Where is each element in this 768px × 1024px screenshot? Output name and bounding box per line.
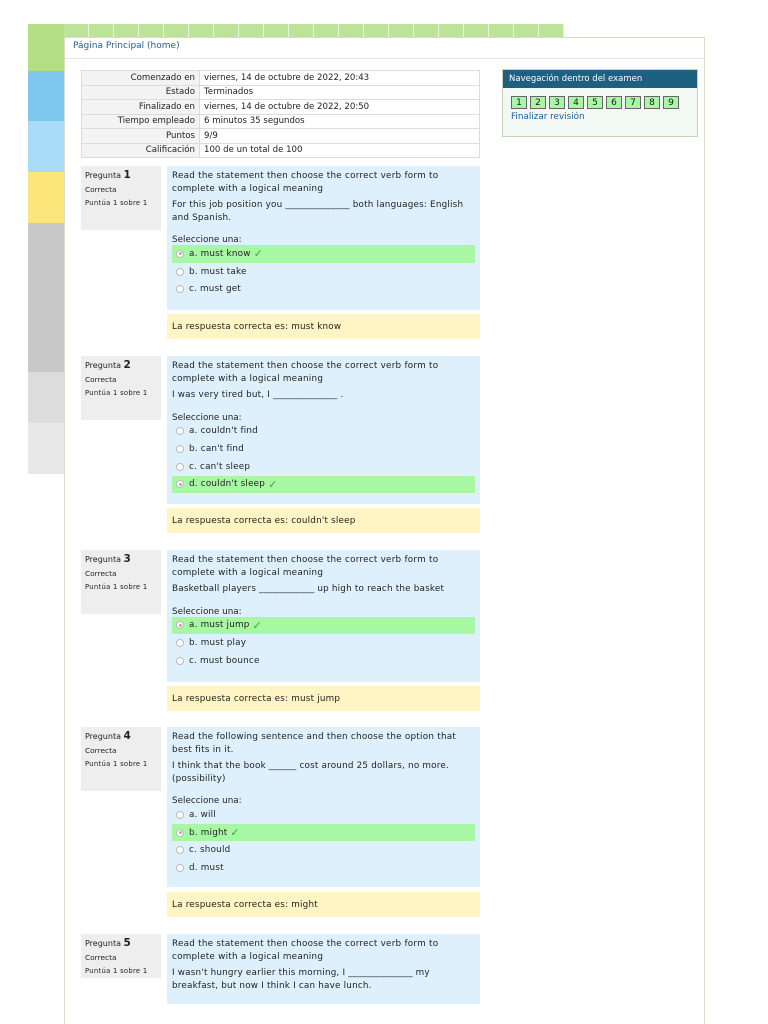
decorative-side-stripes <box>28 24 64 474</box>
decorative-top-stripe <box>64 24 564 38</box>
option-b[interactable]: b. can't find <box>172 440 475 458</box>
question-body-4 <box>167 727 480 887</box>
question-body-5 <box>167 934 480 1004</box>
option-a[interactable]: a. must jump ✓ <box>172 617 475 635</box>
header-divider <box>65 58 704 59</box>
nav-button-2[interactable]: 2 <box>530 96 546 109</box>
summary-value: 100 de un total de 100 <box>200 143 480 158</box>
radio-icon <box>176 864 184 872</box>
check-icon: ✓ <box>268 477 278 491</box>
nav-button-8[interactable]: 8 <box>644 96 660 109</box>
question-status: Correcta <box>85 746 117 755</box>
summary-label: Estado <box>82 85 200 100</box>
question-sentence: For this job position you ______________ both languages: English and Spanish. <box>172 200 464 223</box>
correct-answer-3: La respuesta correcta es: must jump <box>167 686 480 711</box>
correct-answer-1: La respuesta correcta es: must know <box>167 314 480 339</box>
option-c[interactable]: c. should <box>172 841 475 859</box>
question-info-4 <box>81 727 161 791</box>
question-status: Correcta <box>85 953 117 962</box>
question-status: Correcta <box>85 185 117 194</box>
question-nav-buttons <box>503 88 697 109</box>
question-sentence: I think that the book ______ cost around 25 dollars, no more. (possibility) <box>172 761 449 784</box>
radio-selected-icon <box>176 250 184 258</box>
option-b[interactable]: b. must play <box>172 634 475 652</box>
summary-label: Finalizado en <box>82 100 200 115</box>
select-one-label: Seleccione una: <box>172 606 242 617</box>
option-b[interactable]: b. might ✓ <box>172 824 475 842</box>
check-icon: ✓ <box>253 247 264 261</box>
question-number: Pregunta 3 <box>85 553 131 565</box>
option-c[interactable]: c. can't sleep <box>172 458 475 476</box>
summary-label: Comenzado en <box>82 71 200 86</box>
radio-icon <box>176 657 184 665</box>
question-text: Read the statement then choose the correct verb form to complete with a logical meaning <box>172 555 439 578</box>
summary-value: 9/9 <box>200 129 480 144</box>
question-text: Read the statement then choose the correct verb form to complete with a logical meaning <box>172 361 439 384</box>
radio-selected-icon <box>176 480 184 488</box>
question-body-3 <box>167 550 480 682</box>
nav-button-1[interactable]: 1 <box>511 96 527 109</box>
question-sentence: I was very tired but, I ______________ . <box>172 390 344 400</box>
summary-label: Calificación <box>82 143 200 158</box>
correct-answer-2: La respuesta correcta es: couldn't sleep <box>167 508 480 533</box>
radio-icon <box>176 268 184 276</box>
finish-review-link[interactable]: Finalizar revisión <box>511 112 585 122</box>
option-a[interactable]: a. couldn't find <box>172 423 475 441</box>
question-sentence: I wasn't hungry earlier this morning, I ______________ my breakfast, but now I think I can have lunch. <box>172 968 430 991</box>
summary-row <box>82 85 480 100</box>
correct-answer-4: La respuesta correcta es: might <box>167 892 480 917</box>
summary-row <box>82 129 480 144</box>
option-a[interactable]: a. must know ✓ <box>172 245 475 263</box>
summary-value: 6 minutos 35 segundos <box>200 114 480 129</box>
radio-icon <box>176 811 184 819</box>
option-a[interactable]: a. will <box>172 806 475 824</box>
summary-value: viernes, 14 de octubre de 2022, 20:50 <box>200 100 480 115</box>
question-text: Read the statement then choose the correct verb form to complete with a logical meaning <box>172 171 439 194</box>
question-text: Read the statement then choose the correct verb form to complete with a logical meaning <box>172 939 439 962</box>
question-body-2 <box>167 356 480 504</box>
quiz-review-page <box>64 37 705 1024</box>
radio-icon <box>176 427 184 435</box>
summary-value: Terminados <box>200 85 480 100</box>
question-body-1 <box>167 166 480 310</box>
radio-icon <box>176 445 184 453</box>
summary-label: Tiempo empleado <box>82 114 200 129</box>
nav-button-5[interactable]: 5 <box>587 96 603 109</box>
radio-icon <box>176 846 184 854</box>
option-b[interactable]: b. must take <box>172 263 475 281</box>
breadcrumb-home-link[interactable]: Página Principal (home) <box>73 41 180 51</box>
check-icon: ✓ <box>252 618 262 632</box>
summary-row <box>82 114 480 129</box>
question-points: Puntúa 1 sobre 1 <box>85 583 148 591</box>
radio-icon <box>176 463 184 471</box>
question-status: Correcta <box>85 569 117 578</box>
question-info-3 <box>81 550 161 614</box>
quiz-navigation-panel <box>502 69 698 137</box>
quiz-navigation-title: Navegación dentro del examen <box>503 70 697 88</box>
radio-icon <box>176 639 184 647</box>
nav-button-6[interactable]: 6 <box>606 96 622 109</box>
question-number: Pregunta 4 <box>85 730 131 742</box>
question-info-2 <box>81 356 161 420</box>
summary-row <box>82 100 480 115</box>
question-points: Puntúa 1 sobre 1 <box>85 760 148 768</box>
question-number: Pregunta 2 <box>85 359 131 371</box>
select-one-label: Seleccione una: <box>172 796 242 806</box>
summary-label: Puntos <box>82 129 200 144</box>
radio-selected-icon <box>176 621 184 629</box>
question-text: Read the following sentence and then choose the option that best fits in it. <box>172 732 457 755</box>
nav-button-7[interactable]: 7 <box>625 96 641 109</box>
question-number: Pregunta 1 <box>85 169 131 181</box>
radio-selected-icon <box>176 829 184 837</box>
question-info-5 <box>81 934 161 978</box>
question-sentence: Basketball players ____________ up high to reach the basket <box>172 584 445 594</box>
question-info-1 <box>81 166 161 230</box>
question-points: Puntúa 1 sobre 1 <box>85 389 148 397</box>
summary-value: viernes, 14 de octubre de 2022, 20:43 <box>200 71 480 86</box>
question-points: Puntúa 1 sobre 1 <box>85 199 148 207</box>
question-points: Puntúa 1 sobre 1 <box>85 967 148 975</box>
question-number: Pregunta 5 <box>85 937 131 949</box>
nav-button-9[interactable]: 9 <box>663 96 679 109</box>
select-one-label: Seleccione una: <box>172 235 242 245</box>
radio-icon <box>176 285 184 293</box>
option-d[interactable]: d. couldn't sleep ✓ <box>172 476 475 494</box>
option-d[interactable]: d. must <box>172 859 475 877</box>
check-icon: ✓ <box>230 826 240 840</box>
select-one-label: Seleccione una: <box>172 412 242 423</box>
attempt-summary-table <box>81 70 480 158</box>
question-status: Correcta <box>85 375 117 384</box>
nav-button-4[interactable]: 4 <box>568 96 584 109</box>
summary-row <box>82 143 480 158</box>
nav-button-3[interactable]: 3 <box>549 96 565 109</box>
option-c[interactable]: c. must get <box>172 280 475 298</box>
summary-row <box>82 71 480 86</box>
option-c[interactable]: c. must bounce <box>172 652 475 670</box>
